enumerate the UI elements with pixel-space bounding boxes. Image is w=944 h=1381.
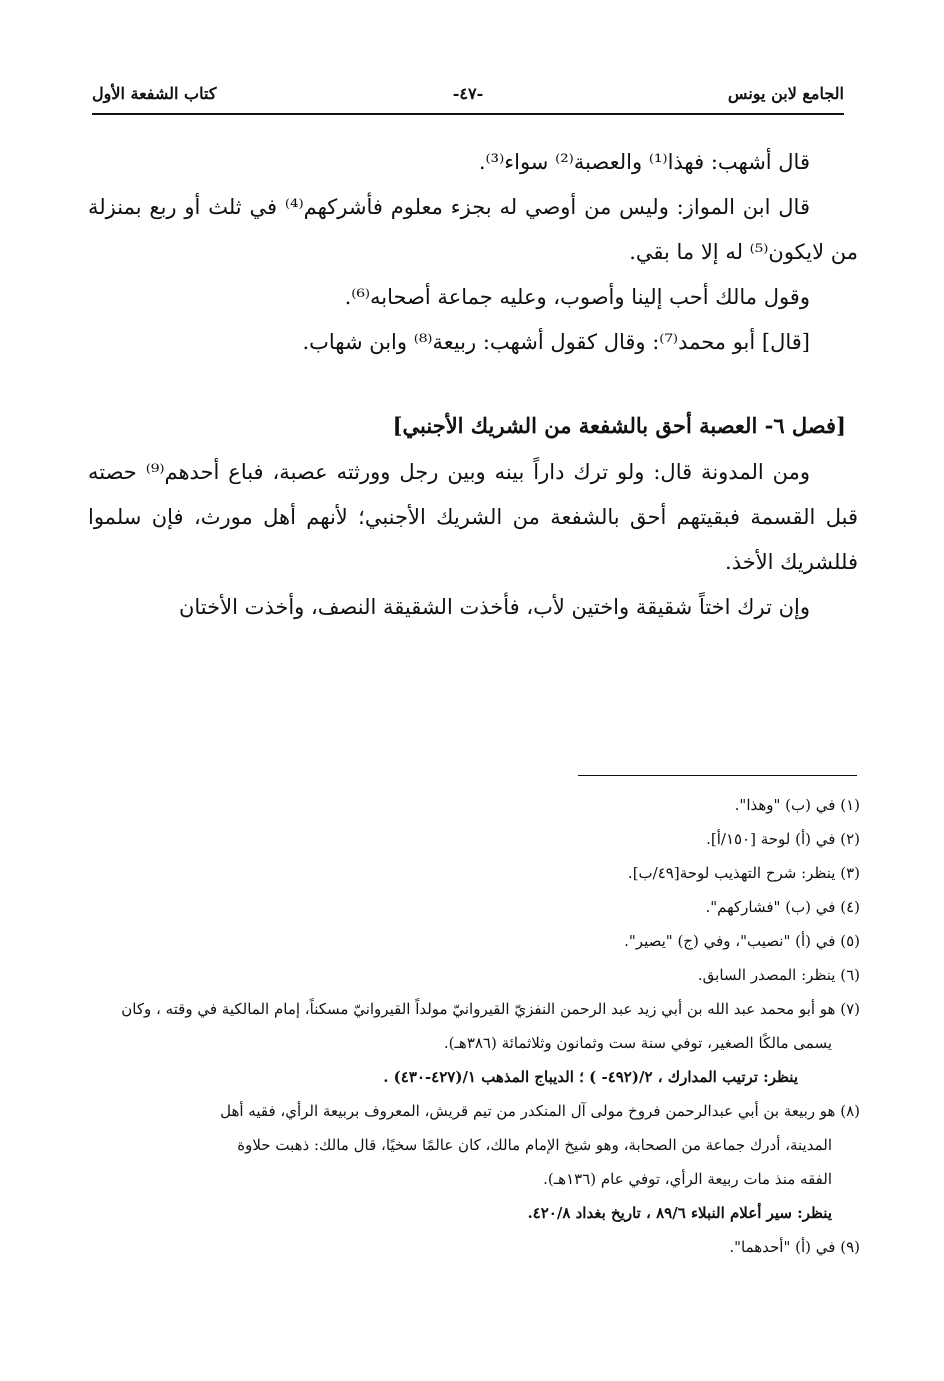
paragraph-4: [قال] أبو محمد⁽⁷⁾: وقال كقول أشهب: ربيعة⁽⁸⁾ وابن شهاب. xyxy=(302,330,810,354)
footnote-8-line-2: المدينة، أدرك جماعة من الصحابة، وهو شيخ الإمام مالك، كان عالمًا سخيًا، قال مالك: ذهبت حلاوة xyxy=(237,1136,832,1154)
footnote-4: (٤) في (ب) "فشاركهم". xyxy=(705,898,860,916)
footnote-7-reference: ينظر: ترتيب المدارك ، ٢/(٤٩٢- ) ؛ الديباج المذهب ١/(٤٢٧-٤٣٠) . xyxy=(383,1068,798,1086)
footnote-1: (١) في (ب) "وهذا". xyxy=(734,796,860,814)
section-heading: [فصل ٦- العصبة أحق بالشفعة من الشريك الأجنبي] xyxy=(392,413,846,438)
paragraph-1: قال أشهب: فهذا⁽¹⁾ والعصبة⁽²⁾ سواء⁽³⁾. xyxy=(478,150,810,174)
paragraph-5: ومن المدونة قال: ولو ترك داراً بينه وبين رجل وورثته عصبة، فباع أحدهم⁽⁹⁾ حصته قبل القسمة فبقيتهم أحق بالشفعة من الشريك الأجنبي؛ لأنهم أهل مورث، فإن سلموا فللشريك الأخذ. xyxy=(88,460,858,574)
header-rule xyxy=(92,113,844,115)
footnote-3: (٣) ينظر: شرح التهذيب لوحة[٤٩/ب]. xyxy=(627,864,860,882)
paragraph-6: وإن ترك اختاً شقيقة واختين لأب، فأخذت الشقيقة النصف، وأخذت الأختان xyxy=(178,595,810,619)
footnote-8-line-1: (٨) هو ربيعة بن أبي عبدالرحمن فروخ مولى آل المنكدر من تيم قريش، المعروف بربيعة الرأي، فقيه أهل xyxy=(220,1102,860,1120)
footnote-7-line-1: (٧) هو أبو محمد عبد الله بن أبي زيد عبد الرحمن النفزيّ القيروانيّ مولداً القيروانيّ مسكناً، إمام المالكية في وقته ، وكان xyxy=(121,1000,860,1018)
paragraph-2: قال ابن المواز: وليس من أوصي له بجزء معلوم فأشركهم⁽⁴⁾ في ثلث أو ربع بمنزلة من لايكون⁽⁵⁾ له إلا ما بقي. xyxy=(88,195,858,264)
footnote-8-reference: ينظر: سير أعلام النبلاء ٨٩/٦ ، تاريخ بغداد ٤٢٠/٨. xyxy=(527,1204,832,1222)
header-chapter-title: كتاب الشفعة الأول xyxy=(92,84,217,103)
footnote-9: (٩) في (أ) "أحدهما". xyxy=(729,1238,860,1256)
main-text xyxy=(88,140,858,630)
footnote-8-line-3: الفقه منذ مات ربيعة الرأي، توفي عام (١٣٦هـ). xyxy=(543,1170,832,1188)
page-number: -٤٧- xyxy=(452,84,484,103)
footnote-rule xyxy=(578,775,857,776)
footnote-7-line-2: يسمى مالكًا الصغير، توفي سنة ست وثمانون وثلاثمائة (٣٨٦هـ). xyxy=(443,1034,832,1052)
header-book-title: الجامع لابن يونس xyxy=(727,84,844,103)
footnote-2: (٢) في (أ) لوحة [١٥٠/أ]. xyxy=(706,830,860,848)
footnote-6: (٦) ينظر: المصدر السابق. xyxy=(697,966,860,984)
footnote-5: (٥) في (أ) "نصيب"، وفي (ج) "يصير". xyxy=(624,932,860,950)
running-header xyxy=(92,82,844,112)
footnotes xyxy=(88,788,860,1264)
paragraph-3: وقول مالك أحب إلينا وأصوب، وعليه جماعة أصحابه⁽⁶⁾. xyxy=(344,285,810,309)
